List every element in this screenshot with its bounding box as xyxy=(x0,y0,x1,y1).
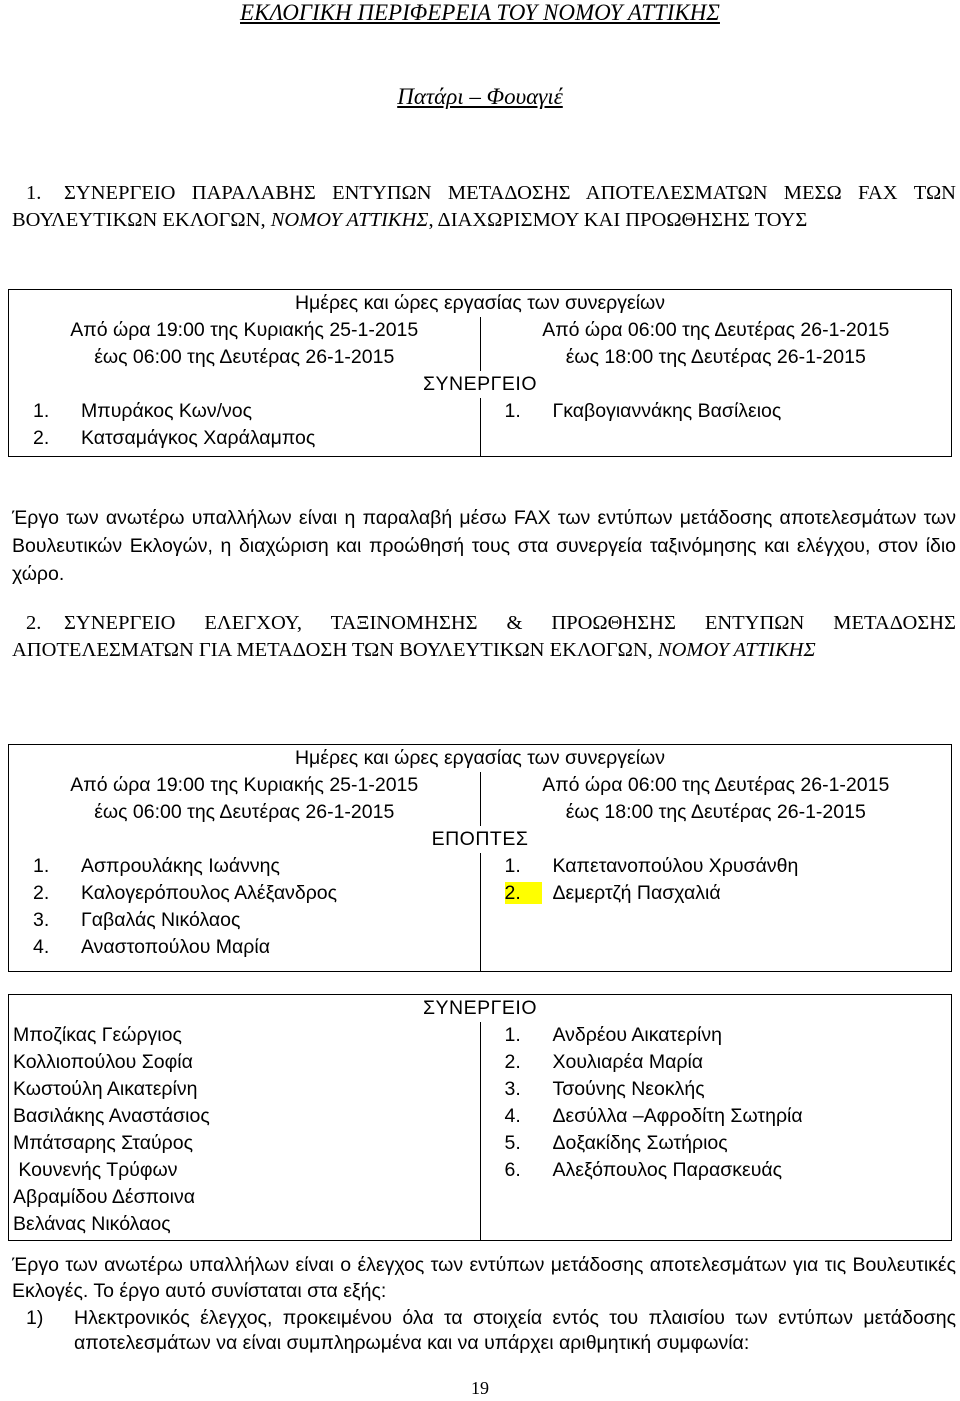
section1-title-b: , ΔΙΑΧΩΡΙΣΜΟΥ ΚΑΙ ΠΡΟΩΘΗΣΗΣ ΤΟΥΣ xyxy=(428,209,808,231)
section2-shift1-line2: έως 06:00 της Δευτέρας 26-1-2015 xyxy=(94,801,395,823)
section2-shift1-line1: Από ώρα 19:00 της Κυριακής 25-1-2015 xyxy=(70,774,419,796)
section1-table-header: Ημέρες και ώρες εργασίας των συνεργείων xyxy=(9,290,952,318)
section2-right-supervisors xyxy=(480,853,952,972)
s2-left-crew-item: Κολλιοπούλου Σοφία xyxy=(13,1051,193,1073)
section1-shift1-line2: έως 06:00 της Δευτέρας 26-1-2015 xyxy=(94,346,395,368)
section2-left-crew xyxy=(9,1022,481,1241)
s2-left-crew-item: Αβραμίδου Δέσποινα xyxy=(13,1186,195,1208)
highlighted-entry: 2. xyxy=(504,882,543,904)
section2-shift2 xyxy=(480,772,952,826)
section1-title-a: ΣΥΝΕΡΓΕΙΟ ΠΑΡΑΛΑΒΗΣ ΕΝΤΥΠΩΝ ΜΕΤΑΔΟΣΗΣ ΑΠΟΤΕΛΕΣΜΑΤΩΝ ΜΕΣΩ FAX ΤΩΝ ΒΟΥΛΕΥΤΙΚΩΝ ΕΚΛΟΓΩΝ, xyxy=(12,182,956,231)
s2-right-crew-item xyxy=(485,1049,948,1076)
s2-right-sup-item xyxy=(485,880,948,907)
section1-title-italic: ΝΟΜΟΥ ΑΤΤΙΚΗΣ xyxy=(270,209,429,231)
s2-left-crew-item: Κωστούλη Αικατερίνη xyxy=(13,1078,198,1100)
s1-left-item-name: Κατσαμάγκος Χαράλαμπος xyxy=(81,427,316,449)
s2-left-sup-item-name: Ασπρουλάκης Ιωάννης xyxy=(81,855,280,877)
s2-left-sup-item-number: 4. xyxy=(33,936,50,958)
s2-left-sup-item-number: 2. xyxy=(33,882,50,904)
s2-left-sup-item-number: 3. xyxy=(33,909,50,931)
s2-left-crew-item: Κουνενής Τρύφων xyxy=(13,1159,178,1181)
s1-left-item xyxy=(13,425,476,452)
section1-number: 1. xyxy=(26,182,42,204)
s2-right-crew-item-name: Αλεξόπουλος Παρασκευάς xyxy=(552,1159,783,1181)
s2-left-sup-item xyxy=(13,853,476,880)
s2-right-crew-item xyxy=(485,1076,948,1103)
section2-crew-label: ΣΥΝΕΡΓΕΙΟ xyxy=(9,995,952,1023)
section2-paragraph: Έργο των ανωτέρω υπαλλήλων είναι ο έλεγχος των εντύπων μετάδοσης αποτελεσμάτων για τις Βουλευτικές Εκλογές. Το έργο αυτό συνίσταται στα εξής: xyxy=(12,1254,956,1302)
section1-shift2-line2: έως 18:00 της Δευτέρας 26-1-2015 xyxy=(565,346,866,368)
s2-right-crew-item-number: 5. xyxy=(504,1132,521,1154)
s1-left-item xyxy=(13,398,476,425)
section2-shift2-line1: Από ώρα 06:00 της Δευτέρας 26-1-2015 xyxy=(542,774,890,796)
region-title: ΕΚΛΟΓΙΚΗ ΠΕΡΙΦΕΡΕΙΑ ΤΟΥ ΝΟΜΟΥ ΑΤΤΙΚΗΣ xyxy=(240,0,720,25)
section2-title-italic: ΝΟΜΟΥ ΑΤΤΙΚΗΣ xyxy=(657,639,816,661)
s2-left-sup-item xyxy=(13,880,476,907)
s2-right-crew-item-name: Δοξακίδης Σωτήριος xyxy=(552,1132,728,1154)
s2-right-crew-item-number: 2. xyxy=(504,1051,521,1073)
s2-left-sup-item xyxy=(13,907,476,934)
section2-number: 2. xyxy=(26,612,42,634)
section2-shift2-line2: έως 18:00 της Δευτέρας 26-1-2015 xyxy=(565,801,866,823)
section1-shift2-line1: Από ώρα 06:00 της Δευτέρας 26-1-2015 xyxy=(542,319,890,341)
section2-schedule-table xyxy=(8,744,952,1241)
section2-task1 xyxy=(12,1306,956,1356)
section1-heading xyxy=(12,180,956,234)
s2-left-sup-item-name: Αναστοπούλου Μαρία xyxy=(81,936,270,958)
s2-left-sup-item-number: 1. xyxy=(33,855,50,877)
section1-left-names xyxy=(9,398,481,457)
section1-right-names xyxy=(480,398,952,457)
s2-right-crew-item xyxy=(485,1103,948,1130)
section2-heading xyxy=(12,610,956,664)
section2-title-a: ΣΥΝΕΡΓΕΙΟ ΕΛΕΓΧΟΥ, ΤΑΞΙΝΟΜΗΣΗΣ & ΠΡΟΩΘΗΣΗΣ ΕΝΤΥΠΩΝ ΜΕΤΑΔΟΣΗΣ ΑΠΟΤΕΛΕΣΜΑΤΩΝ ΓΙΑ ΜΕΤΑΔΟΣΗ ΤΩΝ ΒΟΥΛΕΥΤΙΚΩΝ ΕΚΛΟΓΩΝ, xyxy=(12,612,956,661)
s2-left-sup-item-name: Γαβαλάς Νικόλαος xyxy=(81,909,241,931)
s2-right-crew-item-number: 3. xyxy=(504,1078,521,1100)
s2-right-sup-item-number: 1. xyxy=(504,855,521,877)
s2-right-crew-item-name: Ανδρέου Αικατερίνη xyxy=(552,1024,722,1046)
section1-shift1-line1: Από ώρα 19:00 της Κυριακής 25-1-2015 xyxy=(70,319,419,341)
s2-right-crew-item-name: Τσούνης Νεοκλής xyxy=(552,1078,705,1100)
s2-left-crew-item: Μποζίκας Γεώργιος xyxy=(13,1024,182,1046)
table-gap xyxy=(9,972,952,995)
s2-left-sup-item xyxy=(13,934,476,961)
section1-shift1 xyxy=(9,317,481,371)
s2-right-crew-item-name: Δεσύλλα –Αφροδίτη Σωτηρία xyxy=(552,1105,803,1127)
section2-right-crew xyxy=(480,1022,952,1241)
s2-right-crew-item-name: Χουλιαρέα Μαρία xyxy=(552,1051,704,1073)
task1-number: 1) xyxy=(26,1307,44,1329)
s2-left-crew-item: Μπάτσαρης Σταύρος xyxy=(13,1132,194,1154)
section2-table-header: Ημέρες και ώρες εργασίας των συνεργείων xyxy=(9,745,952,773)
s1-right-item-name: Γκαβογιαννάκης Βασίλειος xyxy=(552,400,782,422)
section1-shift2 xyxy=(480,317,952,371)
s2-right-crew-item xyxy=(485,1022,948,1049)
section1-paragraph: Έργο των ανωτέρω υπαλλήλων είναι η παραλαβή μέσω FAX των εντύπων μετάδοσης αποτελεσμάτων των Βουλευτικών Εκλογών, η διαχώριση και προώθησή τους στα συνεργεία ταξινόμησης και ελέγχου, στον ίδιο χώρο. xyxy=(12,507,956,585)
s2-left-sup-item-name: Καλογερόπουλος Αλέξανδρος xyxy=(81,882,338,904)
s2-right-crew-item-number: 6. xyxy=(504,1159,521,1181)
s2-right-crew-item-number: 4. xyxy=(504,1105,521,1127)
section2-left-supervisors xyxy=(9,853,481,972)
s2-right-crew-item-number: 1. xyxy=(504,1024,521,1046)
s1-right-item-number: 1. xyxy=(504,400,521,422)
s2-right-sup-item xyxy=(485,853,948,880)
section2-shift1 xyxy=(9,772,481,826)
s1-left-item-number: 2. xyxy=(33,427,50,449)
s2-right-sup-item-number xyxy=(485,880,553,907)
task1-text: Ηλεκτρονικός έλεγχος, προκειμένου όλα τα στοιχεία εντός του πλαισίου των εντύπων μετάδοσης αποτελεσμάτων να είναι συμπληρωμένα και να υπάρχει αριθμητική συμφωνία: xyxy=(74,1307,956,1354)
s1-left-item-number: 1. xyxy=(33,400,50,422)
s2-right-sup-item-name: Δεμερτζή Πασχαλιά xyxy=(552,882,721,904)
s1-left-item-name: Μπυράκος Κων/νος xyxy=(81,400,253,422)
s2-right-sup-item-name: Καπετανοπούλου Χρυσάνθη xyxy=(552,855,799,877)
s2-left-crew-item: Βελάνας Νικόλαος xyxy=(13,1213,171,1235)
s2-right-crew-item xyxy=(485,1130,948,1157)
s2-left-crew-item: Βασιλάκης Αναστάσιος xyxy=(13,1105,210,1127)
section2-supervisors-label: ΕΠΟΠΤΕΣ xyxy=(9,826,952,853)
location-title: Πατάρι – Φουαγιέ xyxy=(397,84,563,109)
page-number: 19 xyxy=(471,1378,489,1398)
s1-right-item xyxy=(485,398,948,425)
section1-group-label: ΣΥΝΕΡΓΕΙΟ xyxy=(9,371,952,398)
section1-schedule-table xyxy=(8,289,952,457)
s2-right-crew-item xyxy=(485,1157,948,1184)
